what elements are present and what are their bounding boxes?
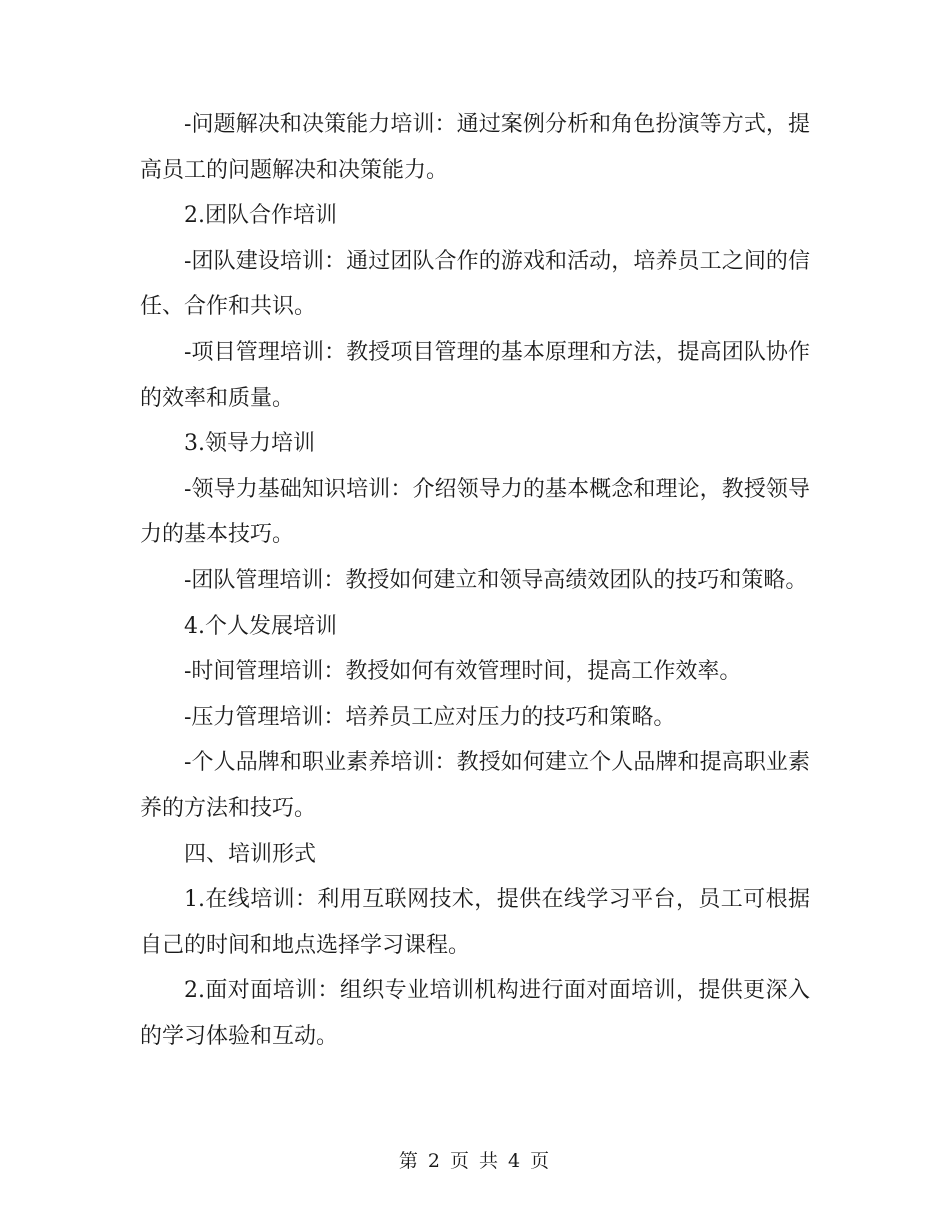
section-heading: 3.领导力培训	[184, 431, 315, 457]
paragraph: -团队管理培训：教授如何建立和领导高绩效团队的技巧和策略。	[184, 567, 808, 593]
paragraph: -团队建设培训：通过团队合作的游戏和活动，培养员工之间的信任、合作和共识。	[140, 248, 810, 320]
paragraph: 1.在线培训：利用互联网技术，提供在线学习平台，员工可根据自己的时间和地点选择学习课程。	[140, 887, 810, 958]
section-heading: 4.个人发展培训	[184, 613, 337, 639]
paragraph: -个人品牌和职业素养培训：教授如何建立个人品牌和提高职业素养的方法和技巧。	[140, 750, 810, 821]
page-number-footer: 第 2 页 共 4 页	[398, 1150, 552, 1172]
paragraph: -压力管理培训：培养员工应对压力的技巧和策略。	[184, 704, 676, 730]
section-heading: 2.团队合作培训	[184, 203, 337, 229]
chapter-heading: 四、培训形式	[184, 841, 317, 867]
paragraph: -领导力基础知识培训：介绍领导力的基本概念和理论，教授领导力的基本技巧。	[140, 476, 810, 548]
paragraph: -时间管理培训：教授如何有效管理时间，提高工作效率。	[184, 659, 742, 685]
paragraph: -项目管理培训：教授项目管理的基本原理和方法，提高团队协作的效率和质量。	[140, 339, 810, 411]
paragraph: -问题解决和决策能力培训：通过案例分析和角色扮演等方式，提高员工的问题解决和决策能力。	[140, 112, 810, 183]
document-body	[140, 102, 810, 1059]
paragraph: 2.面对面培训：组织专业培训机构进行面对面培训，提供更深入的学习体验和互动。	[140, 978, 810, 1049]
